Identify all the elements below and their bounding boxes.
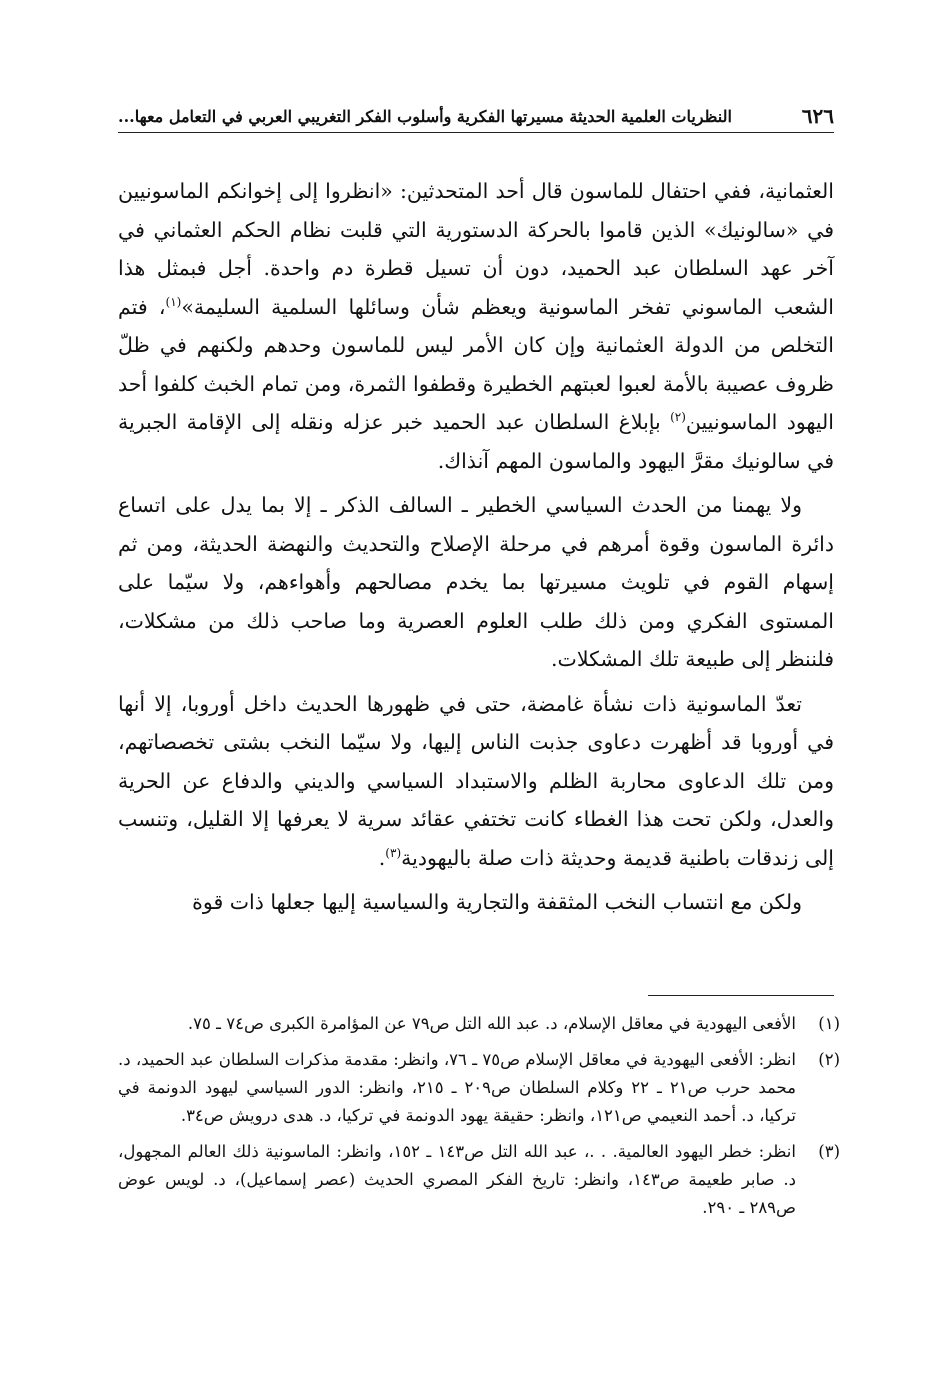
body-text [118,172,834,928]
footnote-text: انظر: الأفعى اليهودية في معاقل الإسلام ص٧٥ ـ ٧٦، وانظر: مقدمة مذكرات السلطان عبد الحميد، د. محمد حرب ص٢١ ـ ٢٢ وكلام السلطان ص٢٠٩ ـ ٢١٥، وانظر: الدور السياسي ليهود الدونمة في تركيا، د. أحمد النعيمي ص١٢١، وانظر: حقيقة يهود الدونمة في تركيا، د. هدى درويش ص٣٤. [118,1050,797,1125]
running-header [118,100,834,133]
footnote-ref-3[interactable]: (٣) [385,845,402,860]
footnote-ref-2[interactable]: (٢) [670,410,686,425]
text-segment: . [378,845,386,870]
text-segment: العثمانية، ففي احتفال للماسون قال أحد المتحدثين: «انظروا إلى إخوانكم الماسونيين في «سالونيك» الذين قاموا بالحركة الدستورية التي قلبت نظام الحكم العثماني في آخر عهد السلطان عبد الحميد، دون أن تسيل قطرة دم واحدة. أجل فبمثل هذا الشعب الماسوني تفخر الماسونية ويعظم شأن وسائلها السلمية السليمة» [118,179,834,319]
footnote-2 [118,1046,840,1130]
text-segment: ، فتم التخلص من الدولة العثمانية وإن كان الأمر ليس للماسون وحدهم ولكنهم في ظلّ ظروف عصيبة بالأمة لعبوا لعبتهم الخطيرة وقطفوا الثمرة، ومن تمام الخبث كلفوا أحد اليهود الماسونيين [118,294,834,434]
text-segment: تعدّ الماسونية ذات نشأة غامضة، حتى في ظهورها الحديث داخل أوروبا، إلا أنها في أوروبا قد أظهرت دعاوى جذبت الناس إليها، ولا سيّما النخب بشتى تخصصاتهم، ومن تلك الدعاوى محاربة الظلم والاستبداد السياسي والديني والدفاع عن الحرية والعدل، ولكن تحت هذا الغطاء كانت تختفي عقائد سرية لا يعرفها إلا القليل، وتنسب إلى زندقات باطنية قديمة وحديثة ذات صلة باليهودية [118,691,834,870]
text-segment: ولا يهمنا من الحدث السياسي الخطير ـ السالف الذكر ـ إلا بما يدل على اتساع دائرة الماسون وقوة أمرهم في مرحلة الإصلاح والتحديث والنهضة الحديثة، ومن ثم إسهام القوم في تلويث مسيرتها بما يخدم مصالحهم وأهواءهم، ولا سيّما على المستوى الفكري ومن ذلك طلب العلوم العصرية وما صاحب ذلك من مشكلات، فلننظر إلى طبيعة تلك المشكلات. [118,493,834,671]
footnote-3 [118,1138,840,1222]
text-segment: ولكن مع انتساب النخب المثقفة والتجارية والسياسية إليها جعلها ذات قوة [192,890,802,914]
footnote-number: (٣) [818,1142,840,1161]
paragraph [118,486,834,679]
footnote-divider [648,995,834,996]
footnote-number: (٢) [818,1050,840,1069]
footnote-1 [118,1010,840,1038]
footnote-text: انظر: خطر اليهود العالمية. . .، عبد الله التل ص١٤٣ ـ ١٥٢، وانظر: الماسونية ذلك العالم المجهول، د. صابر طعيمة ص١٤٣، وانظر: تاريخ الفكر المصري الحديث (عصر إسماعيل)، د. لويس عوض ص٢٨٩ ـ ٢٩٠. [118,1142,796,1217]
footnotes [118,1010,840,1230]
paragraph [118,172,834,480]
running-header-title: النظريات العلمية الحديثة مسيرتها الفكرية وأسلوب الفكر التغريبي العربي في التعامل معها... [118,106,732,126]
paragraph [118,685,834,878]
footnote-text: الأفعى اليهودية في معاقل الإسلام، د. عبد الله التل ص٧٩ عن المؤامرة الكبرى ص٧٤ ـ ٧٥. [187,1014,796,1033]
page-number: ٦٢٦ [801,104,834,128]
text-segment: بإبلاغ السلطان عبد الحميد خبر عزله ونقله إلى الإقامة الجبرية في سالونيك مقرَّ اليهود والماسون المهم آنذاك. [118,410,834,473]
footnote-number: (١) [818,1014,840,1033]
paragraph [118,883,834,922]
footnote-ref-1[interactable]: (١) [165,294,182,309]
